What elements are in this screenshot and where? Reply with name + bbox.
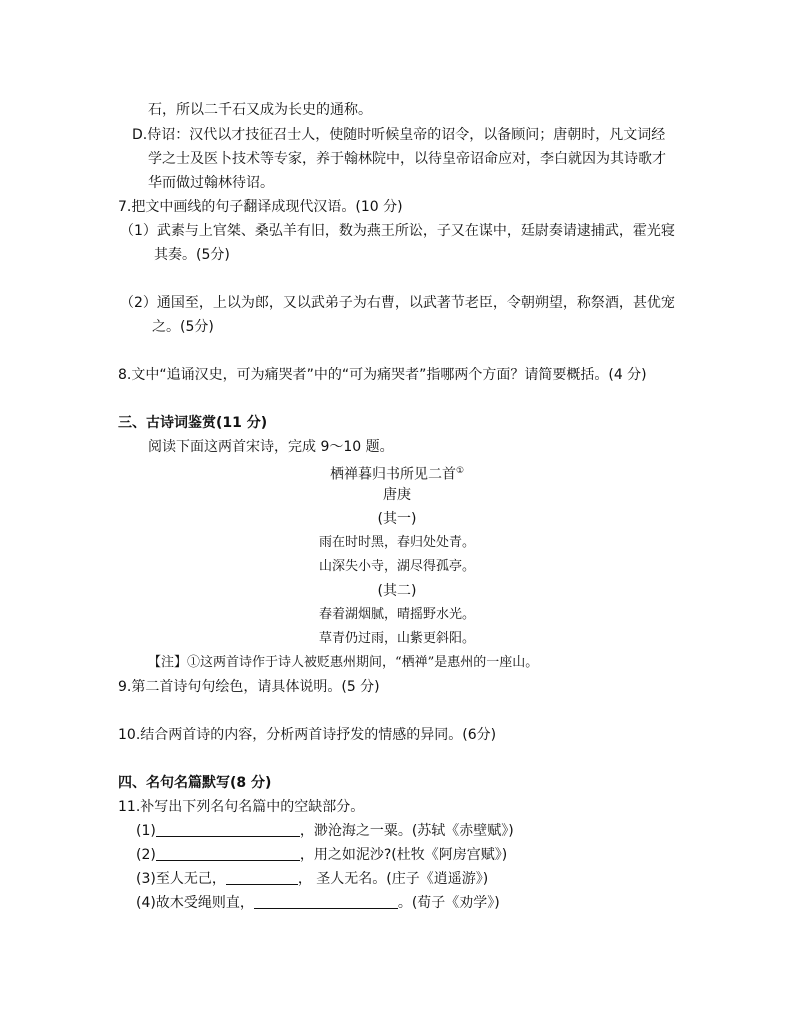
poem-2-line-2: 草青仍过雨，山紫更斜阳。 — [318, 631, 475, 646]
poem-1-line-1: 雨在时时黑，春归处处青。 — [318, 535, 475, 550]
fill-item-4 — [136, 893, 500, 913]
option-c-continuation: 石，所以二千石又成为长史的通称。 — [148, 102, 372, 118]
answer-blank[interactable] — [226, 870, 298, 885]
fill-item-after: ，渺沧海之一粟。(苏轼《赤壁赋》) — [299, 823, 514, 839]
poem-title-text: 栖禅暮归书所见二首 — [329, 466, 456, 483]
question-10-title: 10.结合两首诗的内容，分析两首诗抒发的情感的异同。(6分) — [118, 727, 497, 743]
answer-blank[interactable] — [254, 894, 398, 909]
section-3-intro: 阅读下面这两首宋诗，完成 9～10 题。 — [148, 439, 394, 455]
fill-item-2 — [136, 845, 507, 865]
question-9-title: 9.第二首诗句句绘色，请具体说明。(5 分) — [118, 679, 380, 695]
fill-item-number: (3) — [136, 871, 156, 887]
option-d-line-1: D.侍诏：汉代以才技征召士人，使随时听候皇帝的诏令，以备顾问；唐朝时，凡文词经 — [132, 127, 666, 143]
fill-item-1 — [136, 821, 514, 841]
fill-item-number: (2) — [136, 847, 156, 863]
fill-item-number: (4) — [136, 895, 156, 911]
poem-part-2-label: (其二) — [377, 583, 417, 599]
question-7-item-1-line-1: （1）武素与上官桀、桑弘羊有旧，数为燕王所讼，子又在谋中，廷尉奏请逮捕武，霍光寝 — [120, 223, 675, 239]
poem-1-line-2: 山深失小寺，湖尽得孤亭。 — [318, 559, 475, 574]
poem-note-mark: ① — [455, 466, 465, 476]
question-7-title: 7.把文中画线的句子翻译成现代汉语。(10 分) — [118, 199, 403, 215]
poem-part-1-label: (其一) — [377, 511, 417, 527]
fill-item-after: 。(荀子《劝学》) — [397, 895, 500, 911]
section-3-heading: 三、古诗词鉴赏(11 分) — [118, 415, 268, 431]
question-11-title: 11.补写出下列名句名篇中的空缺部分。 — [118, 799, 365, 815]
fill-item-3 — [136, 869, 488, 889]
question-7-item-1-line-2: 其奏。(5分) — [154, 247, 230, 263]
poem-footnote: 【注】①这两首诗作于诗人被贬惠州期间，“栖禅”是惠州的一座山。 — [148, 655, 539, 670]
fill-item-number: (1) — [136, 823, 156, 839]
question-7-item-2-line-1: （2）通国至，上以为郎，又以武弟子为右曹，以武著节老臣，令朝朔望，称祭酒，甚优宠 — [120, 295, 675, 311]
answer-blank[interactable] — [156, 822, 300, 837]
poem-author: 唐庚 — [383, 487, 411, 503]
poem-2-line-1: 春着湖烟腻，晴摇野水光。 — [318, 607, 475, 622]
fill-item-before: 故木受绳则直， — [155, 895, 254, 911]
answer-blank[interactable] — [156, 846, 300, 861]
option-d-line-3: 华而做过翰林待诏。 — [148, 175, 274, 191]
section-4-heading: 四、名句名篇默写(8 分) — [118, 775, 272, 791]
fill-item-after: ，用之如泥沙?(杜牧《阿房宫赋》) — [299, 847, 508, 863]
question-8-title: 8.文中“追诵汉史，可为痛哭者”中的“可为痛哭者”指哪两个方面？请简要概括。(4 分) — [118, 367, 647, 383]
poem-title — [0, 461, 794, 485]
question-7-item-2-line-2: 之。(5分) — [152, 319, 214, 335]
fill-item-before: 至人无己， — [155, 871, 226, 887]
fill-item-after: ， 圣人无名。(庄子《逍遥游》) — [297, 871, 489, 887]
option-d-line-2: 学之士及医卜技术等专家，养于翰林院中，以待皇帝诏命应对，李白就因为其诗歌才 — [148, 151, 666, 167]
